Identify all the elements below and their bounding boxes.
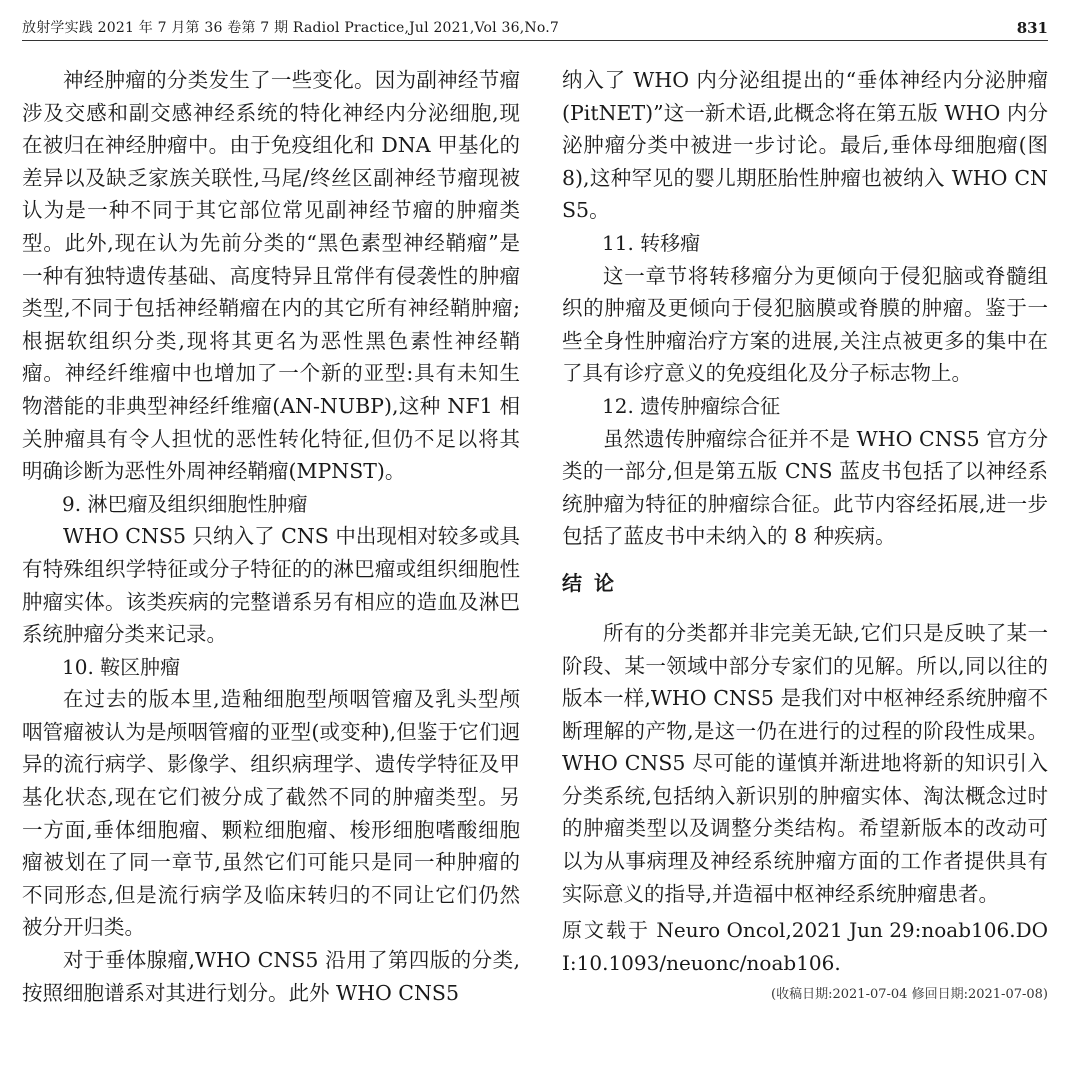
heading-sellar-tumors: 10. 鞍区肿瘤	[62, 654, 181, 679]
page-number: 831	[1016, 19, 1048, 37]
paragraph-genetic-syndromes: 虽然遗传肿瘤综合征并不是 WHO CNS5 官方分类的一部分,但是第五版 CNS 蓝皮书包括了以神经系统肿瘤为特征的肿瘤综合征。此节内容经拓展,进一步包括了蓝皮书中未纳入的 8 种疾病。	[562, 426, 1048, 549]
left-column	[22, 64, 520, 1009]
running-header	[22, 18, 1048, 41]
received-revised-dates: (收稿日期:2021-07-04 修回日期:2021-07-08)	[771, 987, 1048, 1003]
paragraph-pituitary-adenoma: 对于垂体腺瘤,WHO CNS5 沿用了第四版的分类,按照细胞谱系对其进行划分。此外 WHO CNS5	[22, 948, 520, 1005]
conclusion-heading: 结论	[562, 570, 626, 595]
paragraph-pitnet-continued: 纳入了 WHO 内分泌组提出的“垂体神经内分泌肿瘤(PitNET)”这一新术语,此概念将在第五版 WHO 内分泌肿瘤分类中被进一步讨论。最后,垂体母细胞瘤(图 8),这种罕见的婴儿期胚胎性肿瘤也被纳入 WHO CNS5。	[562, 68, 1048, 223]
paragraph-lymphoma: WHO CNS5 只纳入了 CNS 中出现相对较多或具有特殊组织学特征或分子特征的的淋巴瘤或组织细胞性肿瘤实体。该类疾病的完整谱系另有相应的造血及淋巴系统肿瘤分类来记录。	[22, 524, 520, 647]
paragraph-sellar-tumors: 在过去的版本里,造釉细胞型颅咽管瘤及乳头型颅咽管瘤被认为是颅咽管瘤的亚型(或变种),但鉴于它们迥异的流行病学、影像学、组织病理学、遗传学特征及甲基化状态,现在它们被分成了截然不同的肿瘤类型。另一方面,垂体细胞瘤、颗粒细胞瘤、梭形细胞嗜酸细胞瘤被划在了同一章节,虽然它们可能只是同一种肿瘤的不同形态,但是流行病学及临床转归的不同让它们仍然被分开归类。	[22, 687, 520, 940]
source-citation	[562, 914, 1048, 979]
heading-metastases: 11. 转移瘤	[602, 230, 701, 255]
paragraph-metastases: 这一章节将转移瘤分为更倾向于侵犯脑或脊髓组织的肿瘤及更倾向于侵犯脑膜或脊膜的肿瘤。鉴于一些全身性肿瘤治疗方案的进展,关注点被更多的集中在了具有诊疗意义的免疫组化及分子标志物上。	[562, 263, 1048, 386]
source-label: 原文载于	[562, 918, 650, 943]
journal-running-title: 放射学实践 2021 年 7 月第 36 卷第 7 期 Radiol Practice,Jul 2021,Vol 36,No.7	[22, 20, 559, 36]
paragraph-nerve-tumors: 神经肿瘤的分类发生了一些变化。因为副神经节瘤涉及交感和副交感神经系统的特化神经内分泌细胞,现在被归在神经肿瘤中。由于免疫组化和 DNA 甲基化的差异以及缺乏家族关联性,马尾/终丝区副神经节瘤现被认为是一种不同于其它部位常见副神经节瘤的肿瘤类型。此外,现在认为先前分类的“黑色素型神经鞘瘤”是一种有独特遗传基础、高度特异且常伴有侵袭性的肿瘤类型,不同于包括神经鞘瘤在内的其它所有神经鞘肿瘤;根据软组织分类,现将其更名为恶性黑色素性神经鞘瘤。神经纤维瘤中也增加了一个新的亚型:具有未知生物潜能的非典型神经纤维瘤(AN-NUBP),这种 NF1 相关肿瘤具有令人担忧的恶性转化特征,但仍不足以将其明确诊断为恶性外周神经鞘瘤(MPNST)。	[22, 68, 520, 484]
heading-lymphoma: 9. 淋巴瘤及组织细胞性肿瘤	[62, 491, 308, 516]
paragraph-conclusion: 所有的分类都并非完美无缺,它们只是反映了某一阶段、某一领域中部分专家们的见解。所以,同以往的版本一样,WHO CNS5 是我们对中枢神经系统肿瘤不断理解的产物,是这一仍在进行的过程的阶段性成果。WHO CNS5 尽可能的谨慎并渐进地将新的知识引入分类系统,包括纳入新识别的肿瘤实体、淘汰概念过时的肿瘤类型以及调整分类结构。希望新版本的改动可以为从事病理及神经系统肿瘤方面的工作者提供具有实际意义的指导,并造福中枢神经系统肿瘤患者。	[562, 620, 1048, 906]
right-column	[562, 64, 1048, 1005]
source-text: Neuro Oncol,2021 Jun 29:noab106.DOI:10.1093/neuonc/noab106.	[562, 918, 1048, 975]
heading-genetic-syndromes: 12. 遗传肿瘤综合征	[602, 393, 781, 418]
